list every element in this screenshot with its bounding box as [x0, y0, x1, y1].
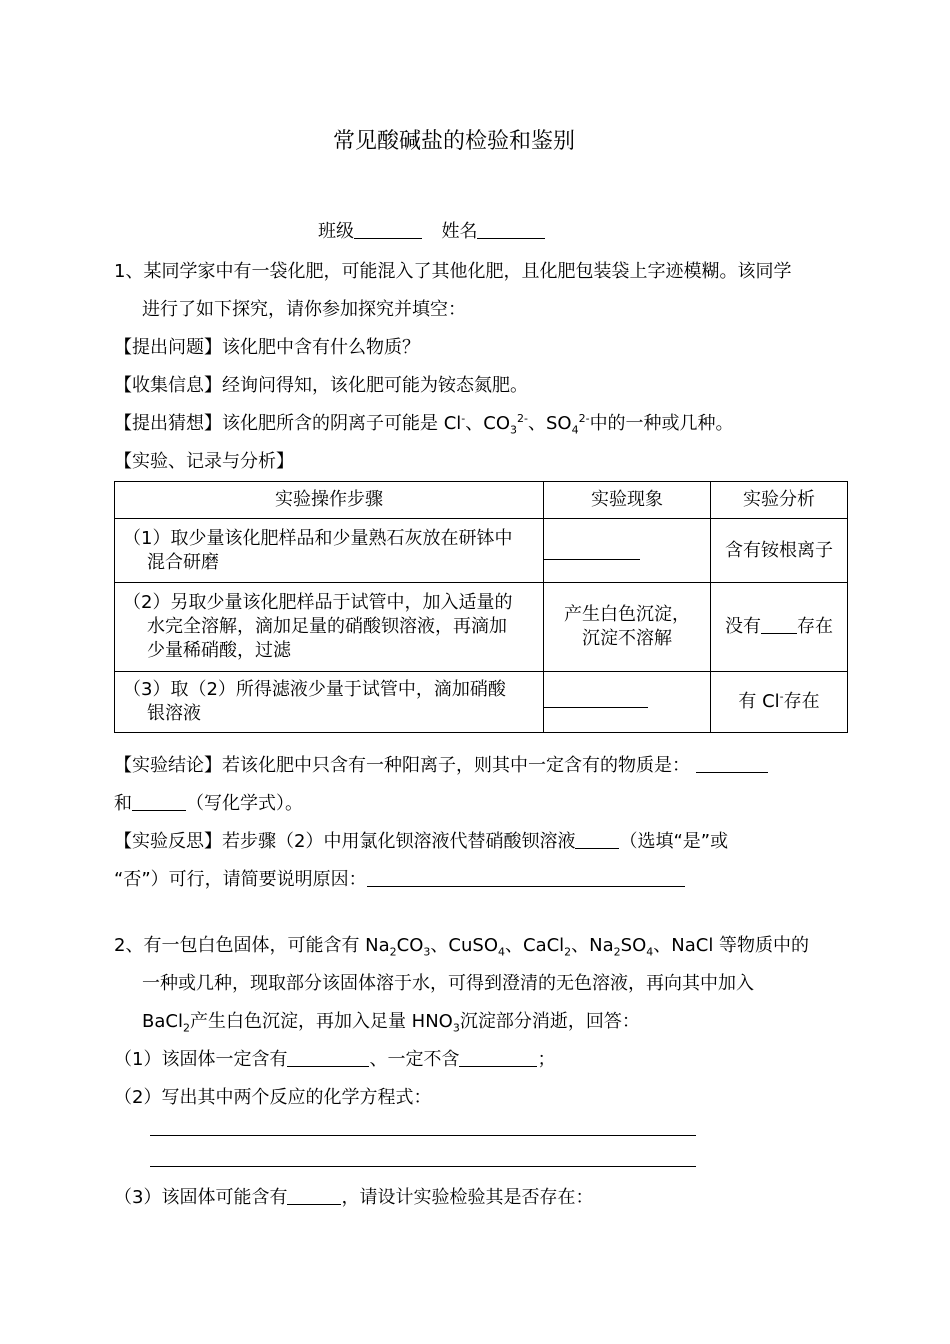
q2-l1-s3: 4	[498, 945, 505, 959]
row3-analysis	[711, 672, 848, 733]
q2-l1-f: SO	[620, 935, 647, 956]
q2-l1-s2: 3	[423, 945, 431, 959]
q2-l3-s1: 2	[182, 1021, 190, 1035]
row1-analysis: 含有铵根离子	[711, 519, 848, 583]
row2-step-b: 水完全溶解，滴加足量的硝酸钡溶液，再滴加	[147, 616, 507, 637]
reflect-text-b: （选填“是”或	[619, 831, 729, 852]
row2-phen-b: 沉淀不溶解	[582, 628, 672, 649]
name-label: 姓名	[441, 221, 478, 242]
row3-step-a: （3）取（2）所得滤液少量于试管中，滴加硝酸	[123, 679, 506, 700]
q2-l1-c: 、CuSO	[430, 935, 498, 956]
table-header-row	[115, 482, 848, 519]
row2-analysis-a: 没有	[725, 616, 761, 637]
row2-step-c: 少量稀硝酸，过滤	[147, 640, 291, 661]
q2-s1-a: （1）该固体一定含有	[114, 1049, 288, 1070]
header-analysis: 实验分析	[711, 482, 848, 519]
row1-step	[115, 519, 544, 583]
row3-phenomenon-blank[interactable]	[544, 707, 648, 708]
q2-line-3	[142, 1007, 640, 1033]
q2-s1-c: ；	[537, 1049, 556, 1070]
q2-line-1	[114, 931, 809, 957]
header-phenomenon: 实验现象	[544, 482, 711, 519]
q2-s3-a: （3）该固体可能含有	[114, 1187, 288, 1208]
hypo-sub-b: 3	[510, 423, 518, 437]
row3-analysis-b: 存在	[783, 691, 820, 712]
q2-sub-2: （2）写出其中两个反应的化学方程式：	[114, 1087, 432, 1108]
q2-answer-line-1[interactable]	[150, 1135, 696, 1136]
q2-line-2: 一种或几种，现取部分该固体溶于水，可得到澄清的无色溶液，再向其中加入	[142, 973, 754, 994]
conclusion-blank-2[interactable]	[132, 792, 186, 811]
q1-reflection-line-1	[114, 827, 728, 853]
row2-phenomenon	[544, 583, 711, 672]
reflect-blank-2[interactable]	[367, 868, 685, 887]
q1-conclusion-line-1	[114, 751, 768, 777]
header-step: 实验操作步骤	[115, 482, 544, 519]
page-title: 常见酸碱盐的检验和鉴别	[333, 129, 576, 154]
q2-l1-s4: 2	[564, 945, 572, 959]
hypo-text-a: 【提出猜想】该化肥所含的阴离子可能是 Cl	[114, 413, 462, 434]
row3-analysis-sup: -	[779, 690, 784, 703]
hypo-sup-c: 2-	[578, 412, 590, 425]
row2-phen-a: 产生白色沉淀，	[564, 604, 690, 625]
q2-l3-s2: 3	[452, 1021, 460, 1035]
q1-exp-heading: 【实验、记录与分析】	[114, 451, 294, 472]
q1-line-2: 进行了如下探究，请你参加探究并填空：	[142, 299, 466, 320]
conclusion-text-b: 和	[114, 793, 132, 814]
q2-l1-b: CO	[396, 935, 424, 956]
q2-s3-b: ，请设计实验检验其是否存在：	[341, 1187, 594, 1208]
q2-l3-b: 产生白色沉淀，再加入足量 HNO	[189, 1011, 453, 1032]
row3-step	[115, 672, 544, 733]
q2-l1-g: 、NaCl 等物质中的	[653, 935, 810, 956]
name-blank[interactable]	[477, 220, 545, 239]
q2-answer-line-2[interactable]	[150, 1166, 696, 1167]
class-blank[interactable]	[354, 220, 422, 239]
conclusion-blank-1[interactable]	[696, 754, 768, 773]
table-row	[115, 583, 848, 672]
q1-conclusion-line-2	[114, 789, 303, 815]
student-info	[318, 217, 545, 243]
row1-step-a: （1）取少量该化肥样品和少量熟石灰放在研钵中	[123, 527, 513, 549]
q2-l1-s6: 4	[646, 945, 654, 959]
reflect-text-a: 【实验反思】若步骤（2）中用氯化钡溶液代替硝酸钡溶液	[114, 831, 576, 852]
row1-step-b: 混合研磨	[147, 551, 219, 573]
row2-analysis	[711, 583, 848, 672]
q2-s1-blank-2[interactable]	[459, 1048, 537, 1067]
q2-l1-s5: 2	[613, 945, 621, 959]
reflect-text-c: “否”）可行，请简要说明原因：	[114, 869, 367, 890]
row3-step-b: 银溶液	[147, 703, 201, 724]
q2-sub-3	[114, 1183, 593, 1209]
hypo-sub-c: 4	[571, 423, 579, 437]
class-label: 班级	[318, 221, 354, 242]
table-row	[115, 519, 848, 583]
q2-l1-e: 、Na	[571, 935, 614, 956]
row2-step-a: （2）另取少量该化肥样品于试管中，加入适量的	[123, 592, 513, 613]
hypo-sup-b: 2-	[517, 412, 528, 425]
q1-line-1: 1、某同学家中有一袋化肥，可能混入了其他化肥，且化肥包装袋上字迹模糊。该同学	[114, 261, 792, 282]
q1-reflection-line-2	[114, 865, 685, 891]
reflect-blank-1[interactable]	[575, 830, 619, 849]
q2-s1-blank-1[interactable]	[287, 1048, 369, 1067]
q1-hypothesis	[114, 409, 734, 435]
q2-l1-d: 、CaCl	[505, 935, 565, 956]
table-row	[115, 672, 848, 733]
conclusion-text-c: （写化学式）。	[186, 793, 303, 814]
row2-step	[115, 583, 544, 672]
q2-l1-s1: 2	[389, 945, 397, 959]
q2-l3-c: 沉淀部分消逝，回答：	[459, 1011, 640, 1032]
row1-phenomenon[interactable]	[544, 519, 711, 583]
hypo-text-d: 中的一种或几种。	[589, 413, 734, 434]
q2-s1-b: 、一定不含	[369, 1049, 460, 1070]
row3-analysis-a: 有 Cl	[738, 691, 780, 712]
q2-sub-1	[114, 1045, 555, 1071]
row3-phenomenon[interactable]	[544, 672, 711, 733]
row2-analysis-b: 存在	[797, 616, 833, 637]
hypo-text-b: 、CO	[465, 413, 511, 434]
q1-problem: 【提出问题】该化肥中含有什么物质？	[114, 337, 420, 358]
q1-info: 【收集信息】经询问得知，该化肥可能为铵态氮肥。	[114, 375, 528, 396]
q2-s3-blank[interactable]	[287, 1186, 341, 1205]
q2-l3-a: BaCl	[142, 1011, 183, 1032]
conclusion-text-a: 【实验结论】若该化肥中只含有一种阳离子，则其中一定含有的物质是：	[114, 755, 690, 776]
experiment-table	[114, 481, 848, 733]
hypo-text-c: 、SO	[528, 413, 572, 434]
q2-l1-a: 2、有一包白色固体，可能含有 Na	[114, 935, 390, 956]
hypo-sup-a: -	[461, 412, 466, 425]
row2-analysis-blank[interactable]	[761, 615, 797, 634]
row1-phenomenon-blank[interactable]	[544, 559, 640, 560]
